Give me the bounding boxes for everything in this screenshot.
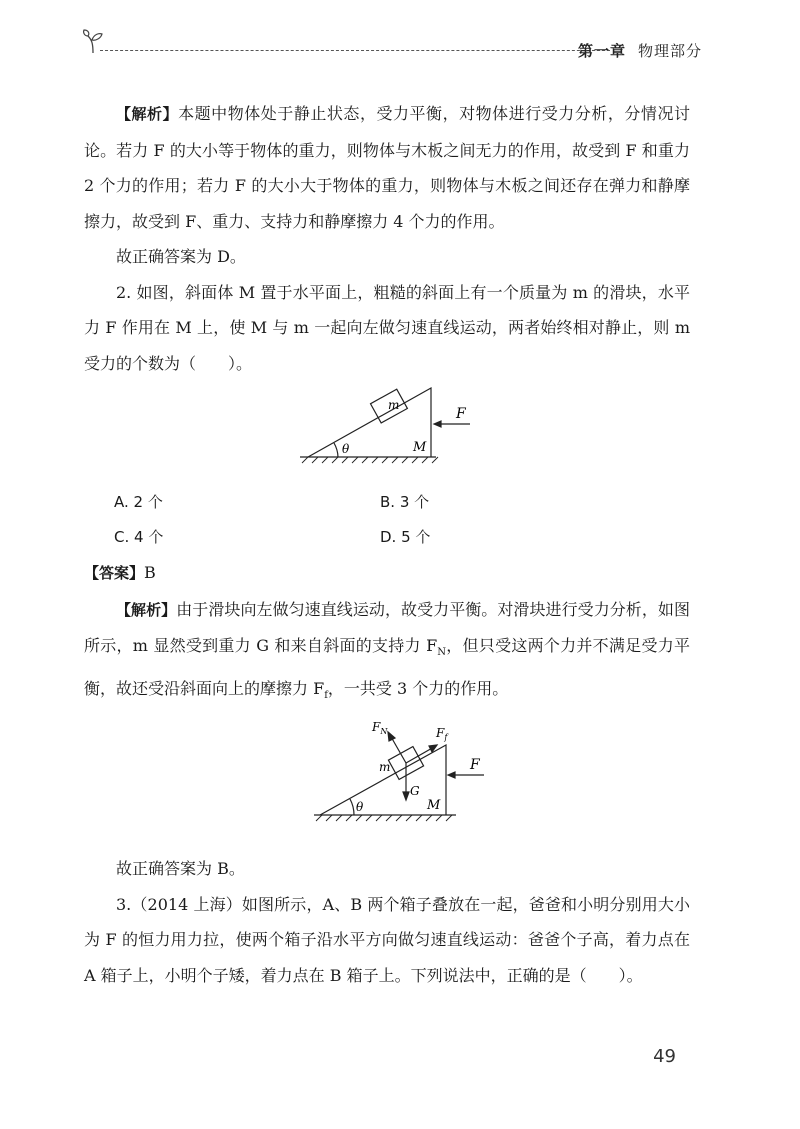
option-a: A. 2 个 (114, 493, 163, 511)
page-body (84, 96, 690, 993)
incline-diagram (300, 388, 470, 463)
analysis-paragraph-2 (84, 592, 690, 714)
answer-tag: 【答案】 (84, 564, 145, 582)
fig2-label-G: G (410, 784, 420, 799)
fig1-label-theta: θ (342, 442, 350, 456)
figure-incline-2 (84, 715, 690, 845)
option-c: C. 4 个 (114, 528, 164, 546)
chapter-title (578, 40, 702, 61)
analysis-text-2c: ，一共受 3 个力的作用。 (327, 678, 509, 698)
analysis-text: 本题中物体处于静止状态，受力平衡，对物体进行受力分析，分情况讨论。若力 F 的大小等于物体的重力，则物体与木板之间无力的作用，故受到 F 和重力 2 个力的作用；若力 F 的大小大于物体的重力，则物体与木板之间还存在弹力和静摩擦力，故受到 F、重力、支持力和静摩擦力 4 个力的作用。 (84, 104, 690, 231)
analysis-paragraph-1 (84, 96, 690, 239)
fig2-label-FN (371, 720, 388, 736)
analysis-tag-2: 【解析】 (116, 600, 177, 619)
question-2: 2. 如图，斜面体 M 置于水平面上，粗糙的斜面上有一个质量为 m 的滑块，水平力 F 作用在 M 上，使 M 与 m 一起向左做匀速直线运动，两者始终相对静止，则 m 受力的个数为（ ）。 (84, 282, 690, 373)
fig2-FN-sub: N (380, 727, 388, 737)
analysis-tag: 【解析】 (116, 105, 179, 123)
fig2-Ff-sub: f (444, 733, 448, 743)
fig2-label-theta: θ (356, 800, 364, 815)
chapter-label: 第一章 (577, 42, 626, 60)
fig2-label-F: F (470, 757, 480, 774)
figure-incline-1 (84, 385, 690, 485)
option-b: B. 3 个 (380, 493, 430, 511)
answer-line-2: 故正确答案为 B。 (116, 859, 245, 879)
options-list (84, 485, 690, 555)
sub-f: f (324, 689, 328, 701)
fig2-Ff-main: F (436, 726, 445, 741)
section-label: 物理部分 (637, 42, 702, 60)
analysis-text-2b: ，但只受这两个力并不满足受力平衡，故还受沿斜面向上的摩擦力 F (84, 636, 690, 698)
fig2-label-M: M (427, 798, 441, 814)
sub-N: N (437, 647, 446, 659)
answer-value: B (144, 563, 156, 582)
fig2-label-m: m (379, 760, 391, 775)
force-diagram (314, 732, 484, 821)
page-number: 49 (653, 1046, 676, 1067)
question-3: 3.（2014 上海）如图所示，A、B 两个箱子叠放在一起，爸爸和小明分别用大小为 F 的恒力用力拉，使两个箱子沿水平方向做匀速直线运动：爸爸个子高，着力点在 A 箱子上，小明个子矮，着力点在 B 箱子上。下列说法中，正确的是（ ）。 (84, 894, 690, 985)
answer-block (84, 555, 690, 592)
fig2-FN-main: F (372, 720, 381, 735)
header-rule (100, 50, 610, 51)
fig1-label-F: F (456, 406, 466, 422)
page-header (82, 28, 702, 68)
fig1-label-M: M (413, 440, 427, 455)
option-d: D. 5 个 (380, 528, 431, 546)
analysis-text-2a: 由于滑块向左做匀速直线运动，故受力平衡。对滑块进行受力分析，如图所示，m 显然受到重力 G 和来自斜面的支持力 F (84, 599, 690, 655)
fig2-label-Ff (435, 726, 449, 742)
fig1-label-m: m (388, 398, 400, 412)
answer-line-1: 故正确答案为 D。 (116, 247, 246, 266)
